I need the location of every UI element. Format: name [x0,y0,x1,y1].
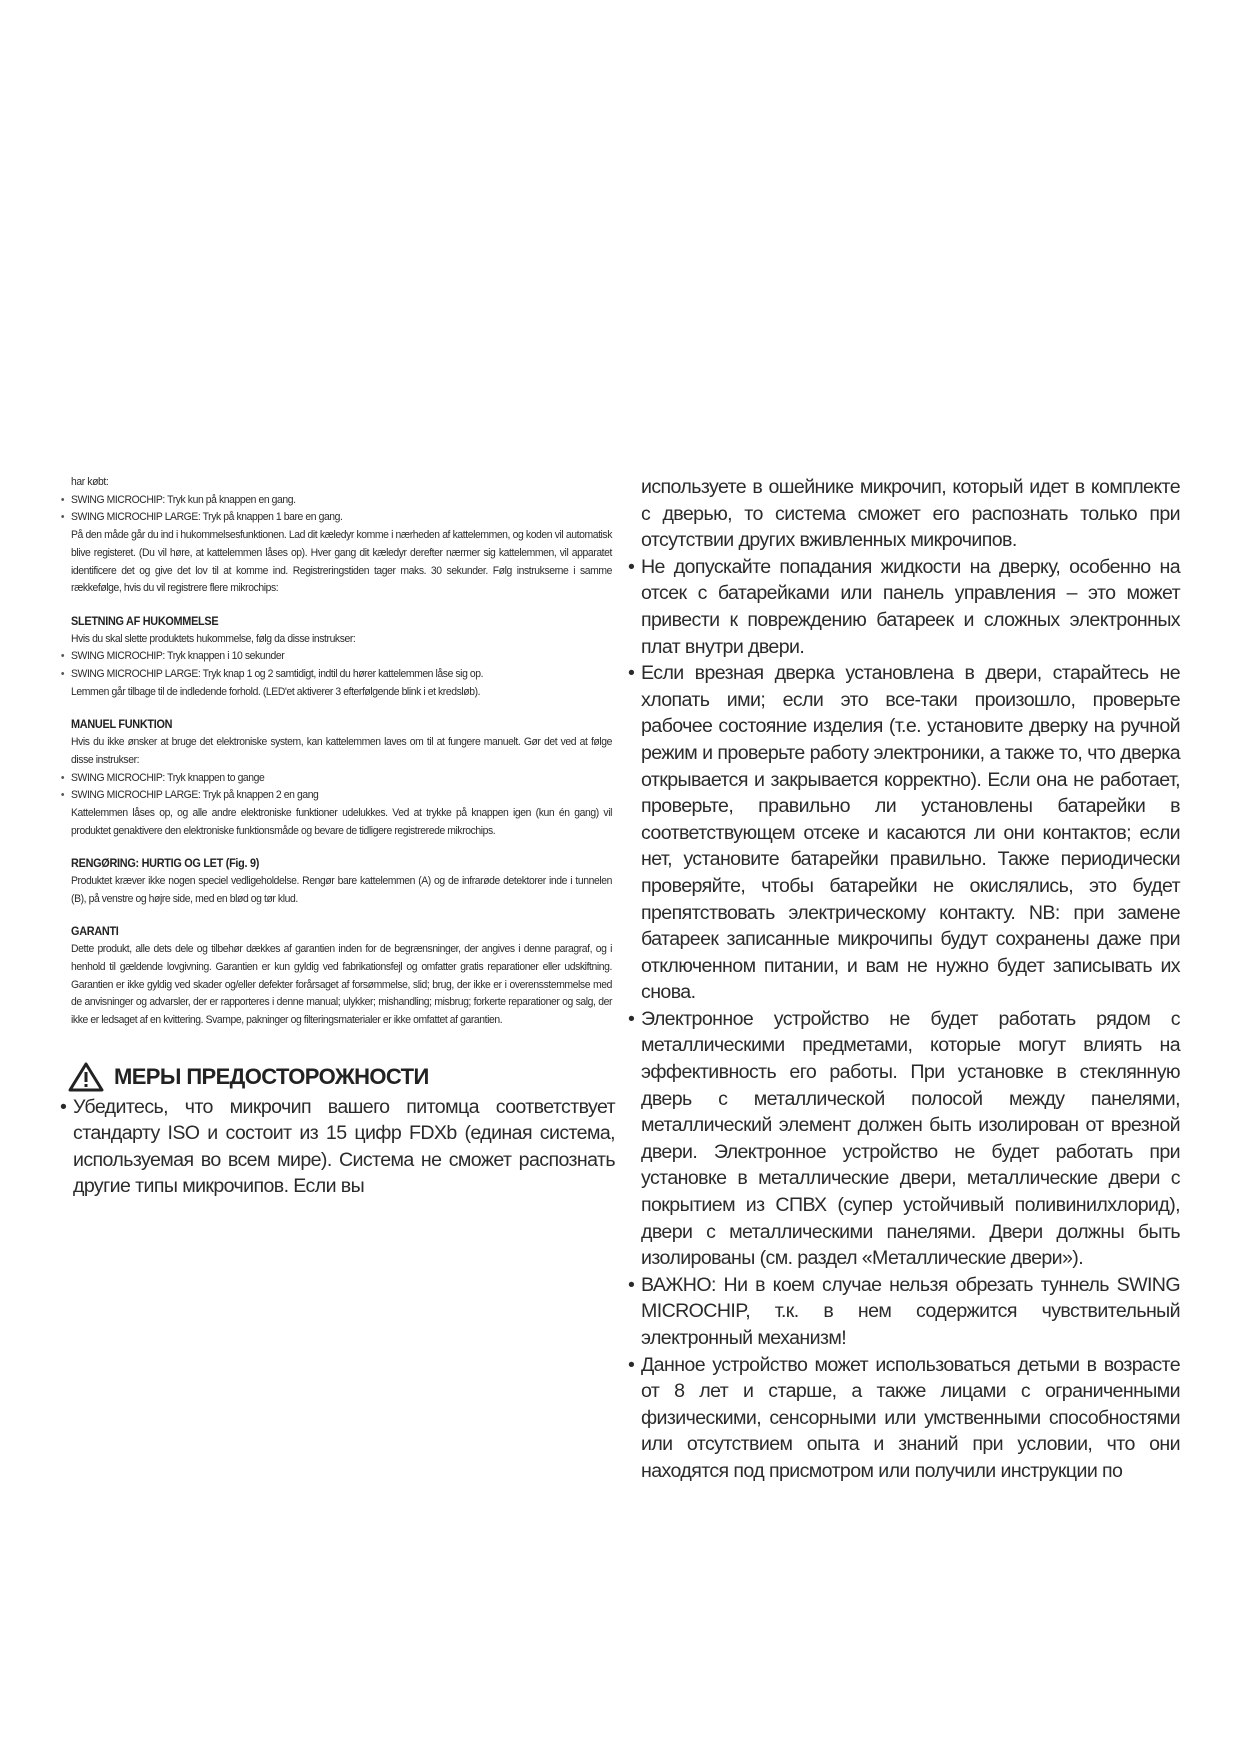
bullet-list [60,770,612,805]
section-note: Kattelemmen låses op, og alle andre elektroniske funktioner udelukkes. Ved at trykke på knappen igen (kun én gang) vil produktet genaktivere den elektroniske funktionsmåde og bevare de tidligere registrerede mikrochips. [71,806,613,837]
continuation-paragraph: используете в ошейнике микрочип, который идет в комплекте с дверью, то система сможет его распознать только при отсутствии других вживленных микрочипов. [641,476,1180,552]
manual-function-section [60,716,612,840]
intro-fragment: har købt: [71,476,109,488]
warranty-section [60,923,612,1029]
cleaning-section [60,855,612,908]
section-title: RENGØRING: HURTIG OG LET (Fig. 9) [71,856,260,871]
list-item: • Не допускайте попадания жидкости на дверку, особенно на отсек с батарейками или панель управления – это может привести к повреждению батареек и сложных электронных плат внутри двери. [628,554,1180,660]
precautions-left [60,1094,615,1200]
bullet-list [60,648,612,683]
section-text: Dette produkt, alle dets dele og tilbehør dækkes af garantien inden for de begrænsninger, der angives i denne paragraf, og i henhold til gældende lovgivning. Garantien er kun gyldig ved fabrikationsfejl og omfatter gratis reparationer eller udskiftning. Garantien er ikke gyldig ved skader og/eller defekter forårsaget af forsømmelse, slid; brug, der ikke er i overensstemmelse med de anvisninger og advarsler, der er rapporteres i denne manual; ulykker; mishandling; misbrug; forkerte reparationer og salg, der ikke er ledsaget af en kvittering. Svampe, pakninger og filteringsmaterialer er ikke omfattet af garantien. [71,943,613,1026]
left-column [60,474,615,1200]
list-item: • Электронное устройство не будет работать рядом с металлическими предметами, которые могут влиять на эффективность его работы. При установке в стеклянную дверь с металлической полосой между панелями, металлический элемент должен быть изолирован от врезной двери. Электронное устройство не будет работать при установке в металлические двери, металлические двери с покрытием из СПВХ (супер устойчивый поливинилхлорид), двери с металлическими панелями. Двери должны быть изолированы (см. раздел «Металлические двери»). [628,1006,1180,1272]
list-item: • SWING MICROCHIP LARGE: Tryk knap 1 og 2 samtidigt, indtil du hører kattelemmen låse sig op. [60,666,612,684]
danish-section [60,474,612,1030]
list-item: • SWING MICROCHIP: Tryk kun på knappen en gang. [60,492,612,510]
list-item: • Убедитесь, что микрочип вашего питомца соответствует стандарту ISO и состоит из 15 цифр FDXb (единая система, используемая во всем мире). Система не сможет распознать другие типы микрочипов. Если вы [60,1094,615,1200]
precautions-right [628,474,1180,1485]
section-title: GARANTI [71,924,119,939]
list-item: • SWING MICROCHIP: Tryk knappen to gange [60,770,612,788]
top-bullet-list [60,492,612,527]
section-title: MANUEL FUNKTION [71,717,173,732]
list-item: • SWING MICROCHIP LARGE: Tryk på knappen 1 bare en gang. [60,509,612,527]
list-item: • Данное устройство может использоваться детьми в возрасте от 8 лет и старше, а также лицами с ограниченными физическими, сенсорными или умственными способностями или отсутствием опыта и знаний при условии, что они находятся под присмотром или получили инструкции по [628,1352,1180,1485]
right-column [628,474,1180,1485]
list-item: • Если врезная дверка установлена в двери, старайтесь не хлопать ими; если это все-таки произошло, проверьте рабочее состояние изделия (т.е. установите дверку на ручной режим и проверьте работу электроники, а также то, что дверка открывается и закрывается корректно). Если она не работает, проверьте, правильно ли установлены батарейки в соответствующем отсеке и касаются ли они контактов; если нет, установите батарейки правильно. Также периодически проверяйте, чтобы батарейки не окислялись, это будет препятствовать электрическому контакту. NB: при замене батареек записанные микрочипы будут сохранены даже при отключенном питании, и вам не нужно будет записывать их снова. [628,660,1180,1006]
section-text: Produktet kræver ikke nogen speciel vedligeholdelse. Rengør bare kattelemmen (A) og de infrarøde detektorer inde i tunnelen (B), på venstre og højre side, med en blød og tør klud. [71,875,613,905]
section-intro: Hvis du ikke ønsker at bruge det elektroniske system, kan kattelemmen laves om til at fungere manuelt. Gør det ved at følge disse instrukser: [71,736,613,766]
bullet-list [628,554,1180,1485]
precautions-title: МЕРЫ ПРЕДОСТОРОЖНОСТИ [114,1063,429,1089]
list-item: • SWING MICROCHIP: Tryk knappen i 10 sekunder [60,648,612,666]
memory-paragraph: På den måde går du ind i hukommelsesfunktionen. Lad dit kæledyr komme i nærheden af kattelemmen, og koden vil automatisk blive registeret. (Du vil høre, at kattelemmen låses op). Hver gang dit kæledyr derefter nærmer sig kattelemmen, vil apparatet identificere det og give det lov til at komme ind. Registreringstiden tager maks. 30 sekunder. Følg instrukserne i samme rækkefølge, hvis du vil registrere flere mikrochips: [71,529,613,595]
bullet-list [60,1094,615,1200]
list-item: • ВАЖНО: Ни в коем случае нельзя обрезать туннель SWING MICROCHIP, т.к. в нем содержится чувствительный электронный механизм! [628,1272,1180,1352]
delete-memory-section [60,613,612,702]
warning-triangle-icon [68,1062,104,1092]
list-item: • SWING MICROCHIP LARGE: Tryk på knappen 2 en gang [60,787,612,805]
section-intro: Hvis du skal slette produktets hukommelse, følg da disse instrukser: [71,632,356,645]
section-title: SLETNING AF HUKOMMELSE [71,613,219,628]
precautions-heading [60,1062,615,1092]
section-note: Lemmen går tilbage til de indledende forhold. (LED'et aktiverer 3 efterfølgende blink i et kredsløb). [71,685,481,698]
